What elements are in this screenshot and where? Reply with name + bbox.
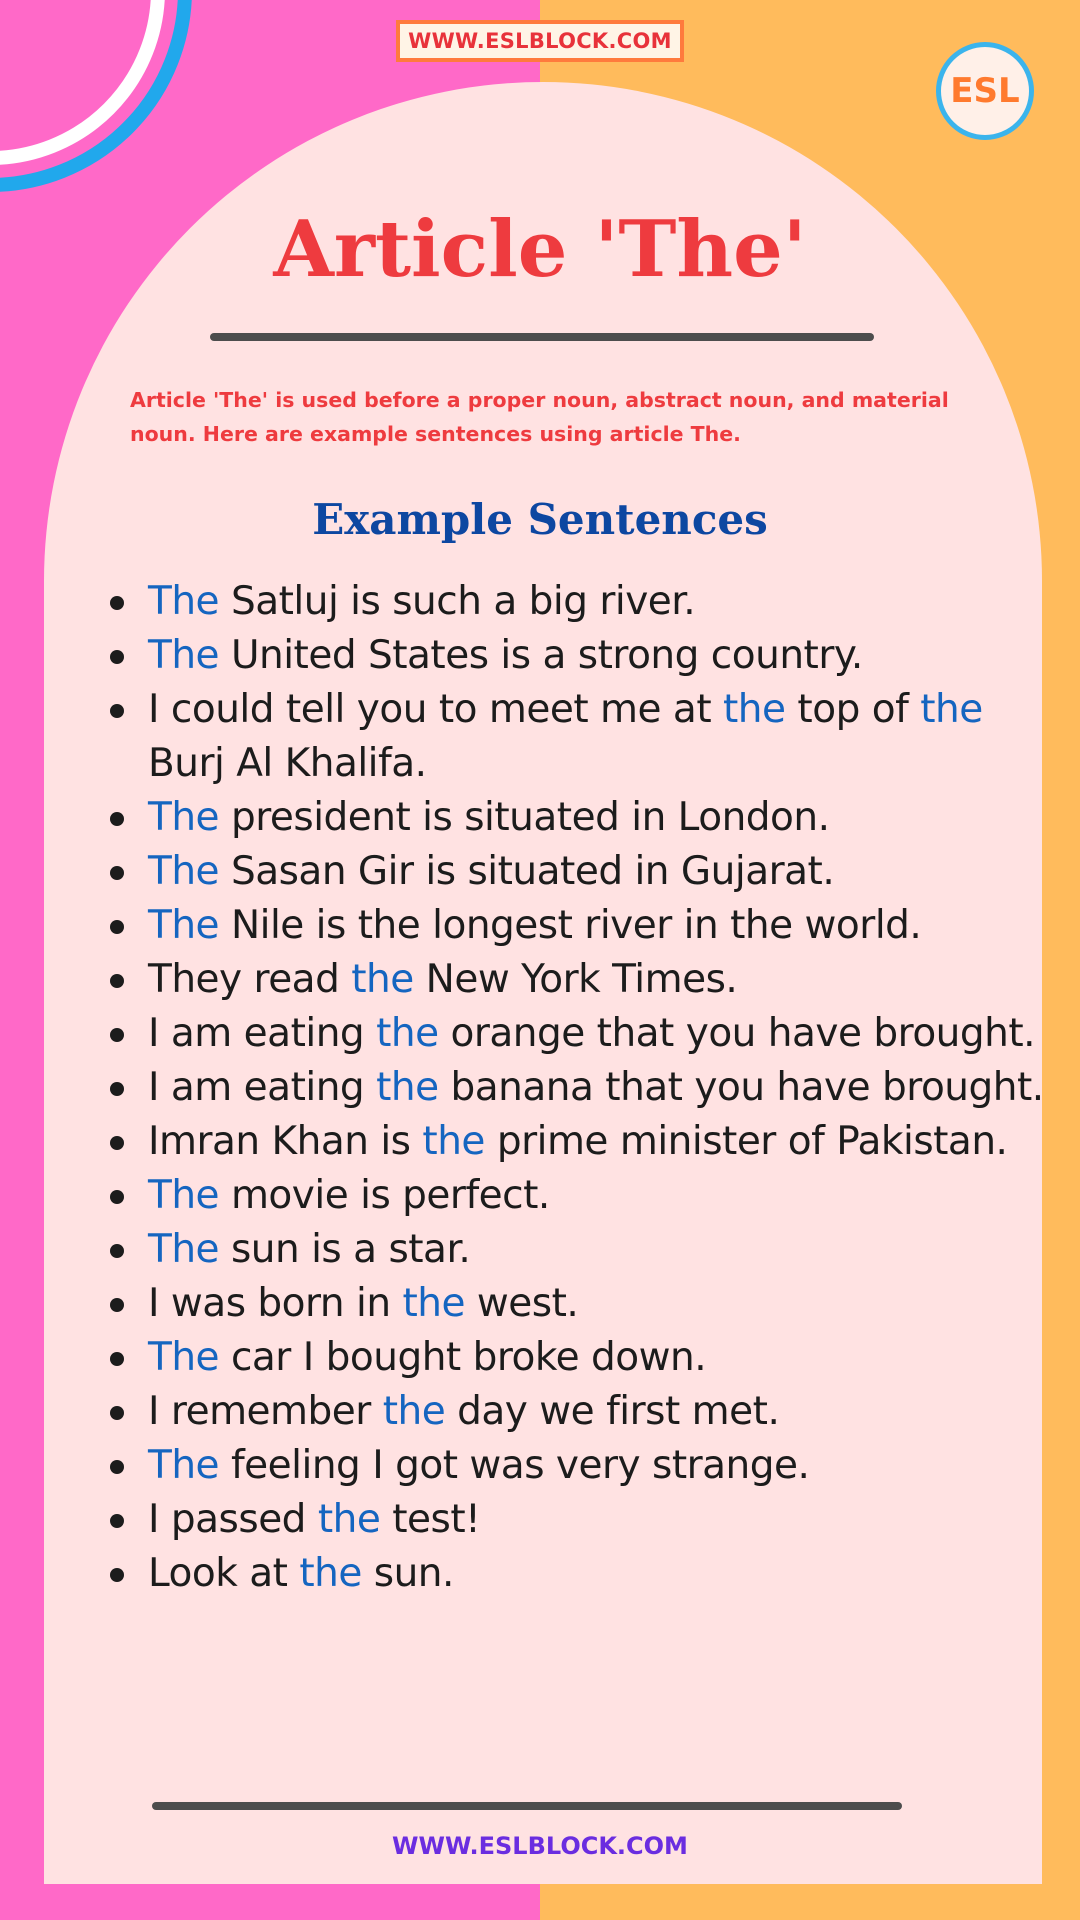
list-item (100, 575, 1045, 629)
sentence-text: west. (464, 1281, 579, 1326)
sentence-text: I could tell you to meet me at (148, 687, 724, 732)
divider-bottom (152, 1802, 902, 1810)
sentence-text: test! (380, 1497, 481, 1542)
list-item (100, 1385, 1045, 1439)
list-item (100, 1439, 1045, 1493)
esl-logo-icon: ESL (936, 42, 1034, 140)
site-url-badge[interactable]: WWW.ESLBLOCK.COM (396, 20, 684, 62)
sentence-text: United States is a strong country. (219, 633, 863, 678)
article-highlight: the (351, 957, 414, 1002)
sentence-text: car I bought broke down. (219, 1335, 707, 1380)
article-highlight: the (920, 687, 983, 732)
list-item (100, 1061, 1045, 1115)
section-title: Example Sentences (312, 495, 768, 544)
article-highlight: the (402, 1281, 465, 1326)
sentence-text: banana that you have brought. (438, 1065, 1044, 1110)
bullet-icon (110, 920, 124, 934)
list-item (100, 1007, 1045, 1061)
sentence-text: Nile is the longest river in the world. (219, 903, 922, 948)
article-highlight: The (148, 633, 220, 678)
sentence-text: president is situated in London. (219, 795, 830, 840)
bullet-icon (110, 1190, 124, 1204)
sentence-text: day we first met. (445, 1389, 780, 1434)
sentence-text: sun. (361, 1551, 454, 1596)
list-item (100, 953, 1045, 1007)
sentence-text: I remember (148, 1389, 383, 1434)
bullet-icon (110, 1460, 124, 1474)
list-item (100, 1115, 1045, 1169)
list-item (100, 791, 1045, 845)
article-highlight: The (148, 903, 220, 948)
list-item (100, 1169, 1045, 1223)
bullet-icon (110, 650, 124, 664)
bullet-icon (110, 1082, 124, 1096)
list-item (100, 683, 1045, 791)
bullet-icon (110, 596, 124, 610)
sentence-text: I am eating (148, 1011, 377, 1056)
list-item (100, 1331, 1045, 1385)
sentence-text: prime minister of Pakistan. (484, 1119, 1008, 1164)
sentence-text: Burj Al Khalifa. (148, 741, 427, 786)
sentence-text: orange that you have brought. (438, 1011, 1036, 1056)
article-highlight: The (148, 1173, 220, 1218)
list-item (100, 1223, 1045, 1277)
sentence-text: sun is a star. (219, 1227, 471, 1272)
bullet-icon (110, 1568, 124, 1582)
sentence-text: They read (148, 957, 352, 1002)
list-item (100, 629, 1045, 683)
sentence-text: I am eating (148, 1065, 377, 1110)
decorative-arcs-icon (0, 0, 220, 220)
article-highlight: The (148, 1227, 220, 1272)
article-highlight: the (376, 1011, 439, 1056)
article-highlight: the (422, 1119, 485, 1164)
example-sentence-list (100, 575, 1045, 1601)
article-highlight: The (148, 795, 220, 840)
bullet-icon (110, 704, 124, 718)
sentence-text: Look at (148, 1551, 300, 1596)
article-highlight: the (317, 1497, 381, 1542)
bullet-icon (110, 866, 124, 880)
bullet-icon (110, 1352, 124, 1366)
bullet-icon (110, 1298, 124, 1312)
list-item (100, 845, 1045, 899)
sentence-text: New York Times. (413, 957, 738, 1002)
sentence-text: Imran Khan is (148, 1119, 423, 1164)
sentence-text: Sasan Gir is situated in Gujarat. (219, 849, 835, 894)
intro-text: Article 'The' is used before a proper noun, abstract noun, and material noun. Here are example sentences using article The. (130, 388, 949, 446)
list-item (100, 1493, 1045, 1547)
page-title: Article 'The' (273, 204, 807, 295)
list-item (100, 1277, 1045, 1331)
bullet-icon (110, 1406, 124, 1420)
sentence-text: I passed (148, 1497, 318, 1542)
article-highlight: The (148, 849, 220, 894)
sentence-text: top of (785, 687, 921, 732)
article-highlight: The (148, 1443, 220, 1488)
sentence-text: feeling I got was very strange. (219, 1443, 810, 1488)
bullet-icon (110, 1028, 124, 1042)
article-highlight: the (723, 687, 786, 732)
bullet-icon (110, 1136, 124, 1150)
list-item (100, 899, 1045, 953)
article-highlight: the (299, 1551, 362, 1596)
bullet-icon (110, 1244, 124, 1258)
article-highlight: The (148, 1335, 220, 1380)
sentence-text: Satluj is such a big river. (219, 579, 696, 624)
sentence-text: movie is perfect. (219, 1173, 550, 1218)
bullet-icon (110, 1514, 124, 1528)
bullet-icon (110, 812, 124, 826)
footer-url[interactable]: WWW.ESLBLOCK.COM (392, 1832, 688, 1860)
article-highlight: the (376, 1065, 439, 1110)
article-highlight: The (148, 579, 220, 624)
divider-top (210, 333, 874, 341)
article-highlight: the (382, 1389, 446, 1434)
list-item (100, 1547, 1045, 1601)
bullet-icon (110, 974, 124, 988)
sentence-text: I was born in (148, 1281, 403, 1326)
